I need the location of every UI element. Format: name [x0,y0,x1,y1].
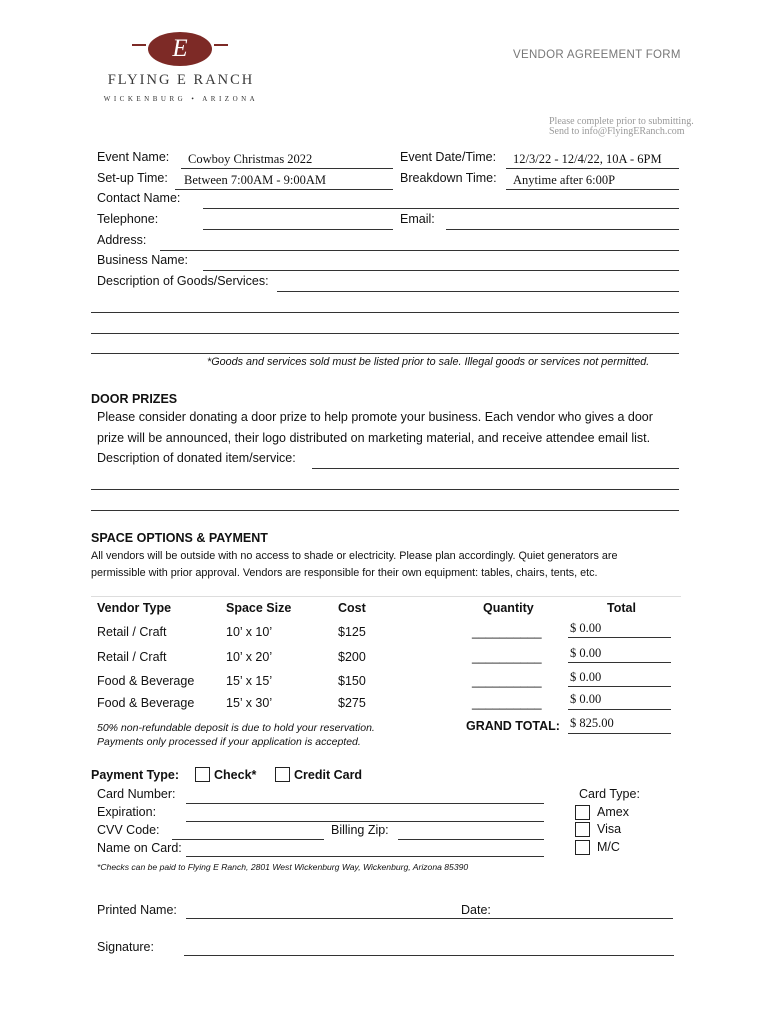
logo-initial: E [172,35,188,62]
contact-name-field[interactable] [203,208,679,209]
name-on-card-field[interactable] [186,856,544,857]
row-total: $ 0.00 [570,692,602,706]
credit-card-label: Credit Card [294,768,363,782]
email-field[interactable] [446,229,679,230]
telephone-label: Telephone: [97,212,159,226]
door-prizes-text-1: Please consider donating a door prize to help promote your business. Each vendor who gives a door [97,410,653,424]
submit-note-2: Send to info@FlyingERanch.com [549,126,685,137]
row-total: $ 0.00 [570,646,602,660]
col-quantity: Quantity [483,601,534,615]
card-number-label: Card Number: [97,787,176,801]
row-cost: $200 [338,650,366,664]
credit-card-checkbox[interactable] [275,767,290,782]
row-cost: $125 [338,625,366,639]
business-name-label: Business Name: [97,253,189,267]
event-date-line [506,168,679,169]
payment-type-label: Payment Type: [91,768,179,782]
event-date-label: Event Date/Time: [400,150,497,164]
space-options-text-2: permissible with prior approval. Vendors are responsible for their own equipment: tables, chairs, tents, etc. [91,567,598,579]
logo-location: WICKENBURG • ARIZONA [103,95,259,103]
signature-field[interactable] [184,955,674,956]
grand-total-line [568,733,671,734]
donated-item-line-3[interactable] [91,510,679,511]
door-prizes-heading: DOOR PRIZES [91,392,178,406]
row-total-line [568,662,671,663]
billing-zip-field[interactable] [398,839,544,840]
logo-wing-right [214,44,228,46]
setup-time-label: Set-up Time: [97,171,168,185]
row-quantity[interactable]: __________ [472,696,542,710]
check-checkbox[interactable] [195,767,210,782]
row-quantity[interactable]: __________ [472,650,542,664]
telephone-field[interactable] [203,229,393,230]
logo-wing-left [132,44,146,46]
row-total: $ 0.00 [570,670,602,684]
table-top-rule [91,596,681,597]
event-name-line [181,168,393,169]
amex-label: Amex [597,805,629,819]
row-space-size: 15’ x 30’ [226,696,273,710]
donated-item-field[interactable] [312,468,679,469]
expiration-field[interactable] [186,821,544,822]
address-label: Address: [97,233,147,247]
form-title: VENDOR AGREEMENT FORM [513,49,681,61]
description-field[interactable] [277,291,679,292]
submit-note-1: Please complete prior to submitting. [549,116,694,127]
row-cost: $150 [338,674,366,688]
col-space-size: Space Size [226,601,292,615]
row-total-line [568,637,671,638]
description-line-4[interactable] [91,353,679,354]
description-label: Description of Goods/Services: [97,274,269,288]
event-name-label: Event Name: [97,150,170,164]
grand-total-label: GRAND TOTAL: [466,719,560,733]
row-quantity[interactable]: __________ [472,625,542,639]
space-options-heading: SPACE OPTIONS & PAYMENT [91,531,268,545]
setup-time-value[interactable]: Between 7:00AM - 9:00AM [184,173,326,187]
event-name-value[interactable]: Cowboy Christmas 2022 [188,152,313,166]
email-label: Email: [400,212,435,226]
visa-checkbox[interactable] [575,822,590,837]
event-date-value[interactable]: 12/3/22 - 12/4/22, 10A - 6PM [513,152,662,166]
row-space-size: 10’ x 10’ [226,625,273,639]
col-total: Total [607,601,636,615]
billing-zip-label: Billing Zip: [331,823,389,837]
row-total: $ 0.00 [570,621,602,635]
row-space-size: 15’ x 15’ [226,674,273,688]
row-total-line [568,709,671,710]
date-label: Date: [461,903,491,917]
col-vendor-type: Vendor Type [97,601,172,615]
breakdown-time-line [506,189,679,190]
donated-item-label: Description of donated item/service: [97,451,296,465]
address-field[interactable] [160,250,679,251]
row-total-line [568,686,671,687]
row-cost: $275 [338,696,366,710]
row-vendor-type: Retail / Craft [97,625,167,639]
row-vendor-type: Retail / Craft [97,650,167,664]
row-vendor-type: Food & Beverage [97,696,195,710]
card-type-label: Card Type: [579,787,640,801]
breakdown-time-value[interactable]: Anytime after 6:00P [513,173,616,187]
expiration-label: Expiration: [97,805,157,819]
col-cost: Cost [338,601,366,615]
name-on-card-label: Name on Card: [97,841,182,855]
signature-label: Signature: [97,940,154,954]
setup-time-line [175,189,393,190]
business-name-field[interactable] [203,270,679,271]
visa-label: Visa [597,822,622,836]
donated-item-line-2[interactable] [91,489,679,490]
contact-name-label: Contact Name: [97,191,181,205]
deposit-note-1: 50% non-refundable deposit is due to hold your reservation. [97,722,375,734]
goods-note: *Goods and services sold must be listed prior to sale. Illegal goods or services not permitted. [207,356,650,368]
card-number-field[interactable] [186,803,544,804]
row-space-size: 10’ x 20’ [226,650,273,664]
row-quantity[interactable]: __________ [472,674,542,688]
mc-label: M/C [597,840,620,854]
row-vendor-type: Food & Beverage [97,674,195,688]
cvv-field[interactable] [172,839,324,840]
printed-name-field[interactable] [186,918,673,919]
breakdown-time-label: Breakdown Time: [400,171,497,185]
logo-oval [148,32,212,66]
amex-checkbox[interactable] [575,805,590,820]
grand-total-value: $ 825.00 [570,716,614,730]
cvv-label: CVV Code: [97,823,160,837]
check-label: Check* [214,768,257,782]
space-options-text-1: All vendors will be outside with no access to shade or electricity. Please plan accordingly. Quiet generators are [91,550,618,562]
description-line-3[interactable] [91,333,679,334]
logo-name: FLYING E RANCH [107,72,255,88]
mc-checkbox[interactable] [575,840,590,855]
description-line-2[interactable] [91,312,679,313]
checks-note: *Checks can be paid to Flying E Ranch, 2801 West Wickenburg Way, Wickenburg, Arizona 85390 [97,862,469,872]
deposit-note-2: Payments only processed if your application is accepted. [97,736,361,748]
printed-name-label: Printed Name: [97,903,177,917]
door-prizes-text-2: prize will be announced, their logo distributed on marketing material, and receive attendee email list. [97,431,651,445]
